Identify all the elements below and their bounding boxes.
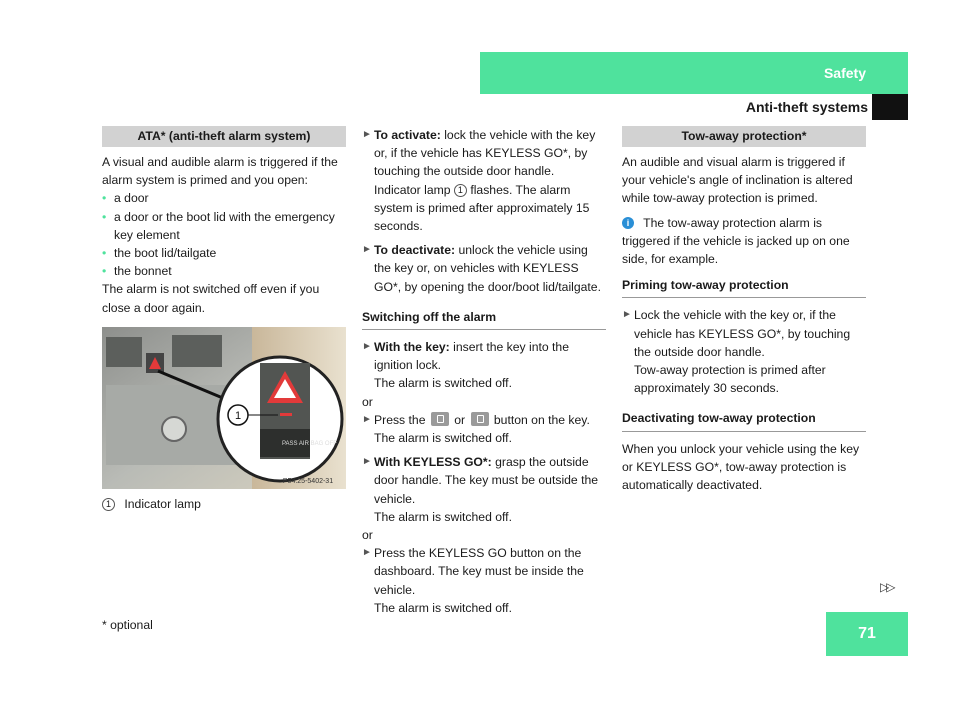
- step-arrow-icon: ►: [362, 129, 372, 140]
- ata-heading: ATA* (anti-theft alarm system): [102, 126, 346, 147]
- figure-callout: 1: [234, 409, 242, 422]
- step-arrow-icon: ►: [362, 413, 372, 425]
- caption-number: 1: [102, 498, 115, 511]
- step-arrow-icon: ►: [362, 547, 372, 559]
- switch-off-heading: Switching off the alarm: [362, 308, 606, 330]
- indicator-post: flashes. The alarm system is primed after approximately 15 seconds.: [374, 182, 590, 234]
- switched-off-text: The alarm is switched off.: [374, 600, 512, 615]
- activate-step: [362, 126, 606, 181]
- press-pre: Press the: [374, 412, 426, 427]
- press-keyless-step: [362, 544, 606, 599]
- or-text: or: [362, 394, 373, 409]
- ata-bullet: • the boot lid/tailgate: [102, 244, 346, 262]
- ata-bullet: • the bonnet: [102, 262, 346, 280]
- or-text: or: [362, 528, 373, 543]
- deactivating-text: When you unlock your vehicle using the key or KEYLESS GO*, tow-away protection is automatically deactivated.: [622, 441, 860, 493]
- switched-off-text: The alarm is switched off.: [374, 509, 512, 524]
- ata-intro: A visual and audible alarm is triggered if the alarm system is primed and you open:: [102, 155, 338, 188]
- ata-bullet: • a door: [102, 189, 346, 207]
- caption-text: Indicator lamp: [124, 496, 201, 511]
- deactivating-heading: Deactivating tow-away protection: [622, 409, 866, 431]
- info-icon: i: [622, 217, 634, 229]
- step-arrow-icon: ►: [622, 309, 632, 321]
- deactivate-text: unlock the vehicle using the key or, on vehicles with KEYLESS GO*, by opening the door/boot lid/tailgate.: [374, 243, 601, 294]
- deactivate-label: To deactivate:: [374, 243, 456, 258]
- tow-away-heading: Tow-away protection*: [622, 126, 866, 147]
- indicator-lamp-note: [362, 181, 606, 236]
- continued-marker: ▷▷: [880, 580, 893, 594]
- press-post: button on the key.: [493, 412, 590, 427]
- activate-text: lock the vehicle with the key or, if the vehicle has KEYLESS GO*, by touching the outside door handle.: [374, 128, 596, 179]
- switched-off-text: The alarm is switched off.: [374, 376, 512, 391]
- deactivate-step: [362, 241, 606, 296]
- activate-label: To activate:: [374, 128, 441, 142]
- indicator-number: 1: [454, 184, 467, 197]
- page-title: Anti-theft systems: [745, 99, 868, 115]
- step-arrow-icon: ►: [362, 244, 372, 256]
- section-tab: [480, 52, 908, 94]
- page-number: 71: [858, 624, 876, 642]
- press-mid: or: [454, 412, 466, 427]
- keyless-label: With KEYLESS GO*:: [374, 455, 492, 470]
- priming-step-text: Lock the vehicle with the key or, if the vehicle has KEYLESS GO*, by touching the outside door handle.: [634, 308, 851, 359]
- tow-away-intro: An audible and visual alarm is triggered if your vehicle's angle of inclination is altered while tow-away protection is primed.: [622, 155, 853, 206]
- figure-code: P54.25-5402-31: [282, 477, 334, 485]
- section-tab-label: Safety: [823, 64, 866, 81]
- ata-note: The alarm is not switched off even if you close a door again.: [102, 282, 320, 315]
- press-keyless-text: Press the KEYLESS GO button on the dashboard. The key must be inside the vehicle.: [374, 546, 584, 597]
- keyless-text: grasp the outside door handle. The key must be outside the vehicle.: [374, 455, 599, 506]
- indicator-pre: Indicator lamp: [374, 182, 451, 197]
- column-ata: [102, 126, 346, 513]
- step-arrow-icon: ►: [362, 341, 372, 353]
- dashboard-photo: [102, 327, 346, 489]
- column-tow-away: [622, 126, 866, 494]
- column-alarm: [362, 126, 606, 617]
- keyless-step: [362, 453, 606, 508]
- footnote: * optional: [102, 618, 153, 632]
- priming-step: [622, 306, 866, 361]
- unlock-icon: [431, 412, 449, 426]
- press-key-button-step: [362, 411, 606, 429]
- priming-heading: Priming tow-away protection: [622, 276, 866, 298]
- lock-icon: [471, 412, 489, 426]
- tow-away-info: [622, 214, 866, 269]
- withkey-text: insert the key into the ignition lock.: [374, 340, 569, 373]
- dashboard-figure: [102, 327, 346, 489]
- thumb-index-marker: [872, 94, 908, 120]
- figure-lamp-label: PASS AIR BAG OFF: [282, 440, 337, 447]
- step-arrow-icon: ►: [362, 456, 372, 468]
- withkey-label: With the key:: [374, 340, 450, 355]
- priming-result: Tow-away protection is primed after approximately 30 seconds.: [634, 363, 826, 396]
- ata-bullet: • a door or the boot lid with the emergency key element: [102, 208, 346, 244]
- withkey-step: [362, 338, 606, 374]
- tow-away-info-text: The tow-away protection alarm is triggered if the vehicle is jacked up on one side, for example.: [622, 215, 850, 267]
- figure-caption: [102, 495, 346, 513]
- page-number-box: [826, 612, 908, 656]
- switched-off-text: The alarm is switched off.: [374, 431, 512, 446]
